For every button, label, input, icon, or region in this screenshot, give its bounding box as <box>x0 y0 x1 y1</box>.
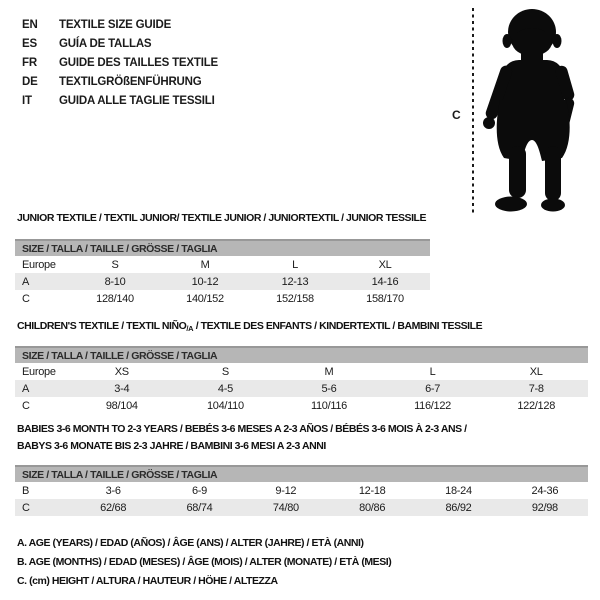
table-cell: 122/128 <box>517 399 556 412</box>
table-row <box>15 256 430 273</box>
language-code: IT <box>22 94 32 107</box>
table-cell: 6-7 <box>425 382 441 395</box>
legend-note-c: C. (cm) HEIGHT / ALTURA / HAUTEUR / HÖHE / ALTEZZA <box>17 574 278 587</box>
toddler-silhouette <box>482 8 585 213</box>
junior-size-table <box>15 239 430 307</box>
babies-section-title-line2: BABYS 3-6 MONATE BIS 2-3 JAHRE / BAMBINI 3-6 MESI A 2-3 ANNI <box>17 440 326 452</box>
table-cell: 140/152 <box>186 292 224 305</box>
table-cell: M <box>200 258 210 271</box>
table-cell: 98/104 <box>105 399 138 412</box>
language-row-de <box>22 72 218 91</box>
children-title-suffix: / TEXTILE DES ENFANTS / KINDERTEXTIL / BAMBINI TESSILE <box>193 320 483 332</box>
children-size-table <box>15 346 588 414</box>
children-title-subscript: /A <box>186 324 194 333</box>
table-cell: S <box>111 258 119 271</box>
height-measure-label: C <box>452 108 461 122</box>
language-title: GUÍA DE TALLAS <box>59 37 152 50</box>
table-cell: XL <box>378 258 392 271</box>
language-legend <box>22 15 218 110</box>
table-row <box>15 499 588 516</box>
language-code: ES <box>22 37 37 50</box>
table-cell: 3-4 <box>114 382 130 395</box>
table-cell: 62/68 <box>100 501 127 514</box>
language-title: GUIDE DES TAILLES TEXTILE <box>59 56 218 69</box>
language-row-it <box>22 91 218 110</box>
table-cell: 12-18 <box>358 484 386 497</box>
language-title: TEXTILE SIZE GUIDE <box>59 18 172 31</box>
table-cell: 14-16 <box>371 275 399 288</box>
table-cell: 24-36 <box>531 484 559 497</box>
row-label: C <box>22 292 30 305</box>
language-row-es <box>22 34 218 53</box>
row-label: C <box>22 399 30 412</box>
height-measure-dotted-line <box>472 8 474 214</box>
table-cell: 12-13 <box>281 275 309 288</box>
language-code: EN <box>22 18 38 31</box>
table-cell: M <box>324 365 334 378</box>
table-cell: L <box>292 258 298 271</box>
table-cell: 152/158 <box>276 292 314 305</box>
table-cell: 86/92 <box>445 501 472 514</box>
table-cell: 80/86 <box>359 501 386 514</box>
children-title-prefix: CHILDREN'S TEXTILE / TEXTIL NIÑO <box>17 320 187 332</box>
table-cell: 158/170 <box>366 292 404 305</box>
table-cell: 104/110 <box>206 399 244 412</box>
table-row <box>15 363 588 380</box>
row-label: A <box>22 382 30 395</box>
table-cell: 8-10 <box>104 275 126 288</box>
table-row <box>15 397 588 414</box>
junior-section-title: JUNIOR TEXTILE / TEXTIL JUNIOR/ TEXTILE JUNIOR / JUNIORTEXTIL / JUNIOR TESSILE <box>17 212 427 224</box>
table-cell: S <box>221 365 229 378</box>
babies-size-table <box>15 465 588 516</box>
language-title: GUIDA ALLE TAGLIE TESSILI <box>59 94 215 107</box>
table-cell: 18-24 <box>445 484 472 497</box>
legend-notes <box>17 533 391 590</box>
row-label: A <box>22 275 30 288</box>
table-cell: 92/98 <box>531 501 558 514</box>
table-cell: 6-9 <box>191 484 207 497</box>
row-label: C <box>22 501 30 514</box>
size-header-bar: SIZE / TALLA / TAILLE / GRÖSSE / TAGLIA <box>15 465 588 482</box>
legend-note-a: A. AGE (YEARS) / EDAD (AÑOS) / ÂGE (ANS) / ALTER (JAHRE) / ETÀ (ANNI) <box>17 536 364 549</box>
row-label: Europe <box>22 258 56 271</box>
table-cell: XL <box>529 365 543 378</box>
table-row <box>15 273 430 290</box>
table-cell: 74/80 <box>272 501 299 514</box>
table-cell: 128/140 <box>96 292 134 305</box>
table-cell: 116/122 <box>414 399 452 412</box>
table-cell: L <box>429 365 436 378</box>
table-cell: 10-12 <box>191 275 219 288</box>
table-cell: 9-12 <box>275 484 297 497</box>
children-section-title <box>17 320 482 333</box>
table-cell: 110/116 <box>310 399 347 412</box>
language-code: DE <box>22 75 38 88</box>
table-cell: 3-6 <box>105 484 121 497</box>
size-header-bar: SIZE / TALLA / TAILLE / GRÖSSE / TAGLIA <box>15 346 588 363</box>
babies-section-title-line1: BABIES 3-6 MONTH TO 2-3 YEARS / BEBÉS 3-6 MESES A 2-3 AÑOS / BÉBÉS 3-6 MOIS À 2-3 ANS / <box>17 423 467 435</box>
language-row-en <box>22 15 218 34</box>
table-row <box>15 380 588 397</box>
size-header-bar: SIZE / TALLA / TAILLE / GRÖSSE / TAGLIA <box>15 239 430 256</box>
table-cell: 7-8 <box>528 382 544 395</box>
legend-note-b: B. AGE (MONTHS) / EDAD (MESES) / ÂGE (MOIS) / ALTER (MONATE) / ETÀ (MESI) <box>17 555 392 568</box>
table-cell: 68/74 <box>186 501 213 514</box>
table-cell: XS <box>114 365 129 378</box>
row-label: B <box>22 484 30 497</box>
language-title: TEXTILGRÖßENFÜHRUNG <box>59 75 202 88</box>
table-row <box>15 482 588 499</box>
language-row-fr <box>22 53 218 72</box>
row-label: Europe <box>22 365 56 378</box>
language-code: FR <box>22 56 37 69</box>
table-cell: 4-5 <box>217 382 233 395</box>
table-row <box>15 290 430 307</box>
table-cell: 5-6 <box>321 382 337 395</box>
